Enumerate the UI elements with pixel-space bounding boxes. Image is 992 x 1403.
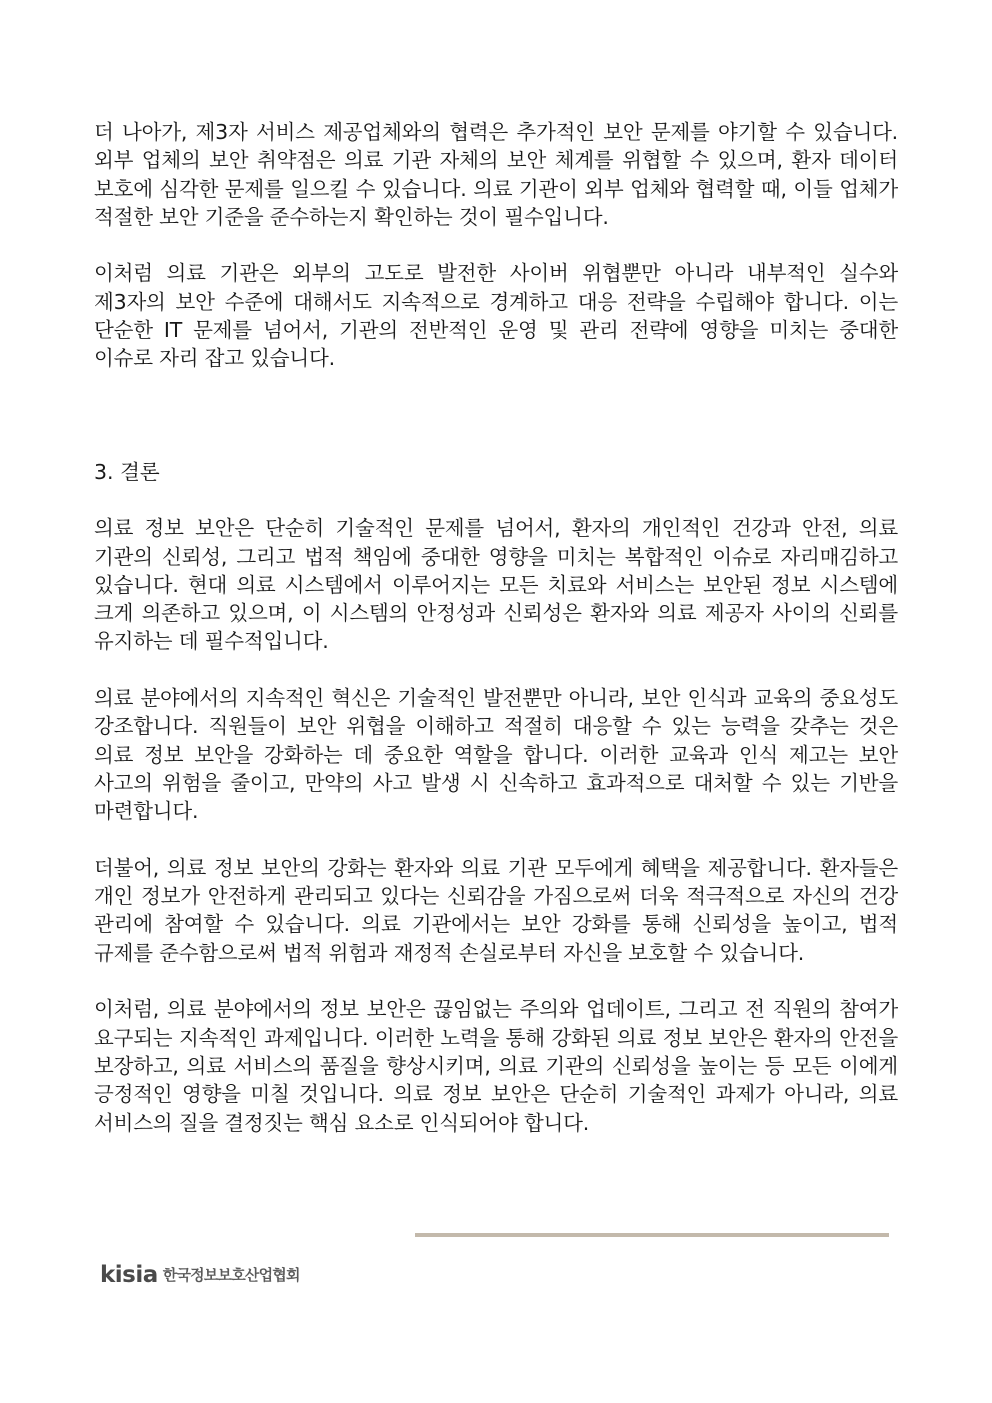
paragraph-conclusion-3: 더불어, 의료 정보 보안의 강화는 환자와 의료 기관 모두에게 혜택을 제공합니다. 환자들은 개인 정보가 안전하게 관리되고 있다는 신뢰감을 가짐으로써 더욱 적극적으로 자신의 건강 관리에 참여할 수 있습니다. 의료 기관에서는 보안 강화를 통해 신뢰성을 높이고, 법적 규제를 준수함으로써 법적 위험과 재정적 손실로부터 자신을 보호할 수 있습니다. <box>94 855 898 965</box>
paragraph-gap <box>94 486 898 514</box>
paragraph-gap <box>94 826 898 854</box>
footer-divider <box>415 1233 889 1237</box>
paragraph-gap <box>94 231 898 259</box>
kisia-logo <box>100 1263 300 1287</box>
paragraph-gap <box>94 656 898 684</box>
logo-organization-name: 한국정보보호산업협회 <box>162 1266 300 1284</box>
paragraph-conclusion-2: 의료 분야에서의 지속적인 혁신은 기술적인 발전뿐만 아니라, 보안 인식과 교육의 중요성도 강조합니다. 직원들이 보안 위협을 이해하고 적절히 대응할 수 있는 능력을 갖추는 것은 의료 정보 보안을 강화하는 데 중요한 역할을 합니다. 이러한 교육과 인식 제고는 보안 사고의 위험을 줄이고, 만약의 사고 발생 시 신속하고 효과적으로 대처할 수 있는 기반을 마련합니다. <box>94 686 898 824</box>
paragraph-conclusion-4: 이처럼, 의료 분야에서의 정보 보안은 끊임없는 주의와 업데이트, 그리고 전 직원의 참여가 요구되는 지속적인 과제입니다. 이러한 노력을 통해 강화된 의료 정보 보안은 환자의 안전을 보장하고, 의료 서비스의 품질을 향상시키며, 의료 기관의 신뢰성을 높이는 등 모든 이에게 긍정적인 영향을 미칠 것입니다. 의료 정보 보안은 단순히 기술적인 과제가 아니라, 의료 서비스의 질을 결정짓는 핵심 요소로 인식되어야 합니다. <box>94 997 898 1135</box>
section-heading-conclusion: 3. 결론 <box>94 459 160 484</box>
section-gap <box>94 373 898 458</box>
paragraph-summary-threats: 이처럼 의료 기관은 외부의 고도로 발전한 사이버 위협뿐만 아니라 내부적인 실수와 제3자의 보안 수준에 대해서도 지속적으로 경계하고 대응 전략을 수립해야 합니다. 이는 단순한 IT 문제를 넘어서, 기관의 전반적인 운영 및 관리 전략에 영향을 미치는 중대한 이슈로 자리 잡고 있습니다. <box>94 261 898 371</box>
paragraph-conclusion-1: 의료 정보 보안은 단순히 기술적인 문제를 넘어서, 환자의 개인적인 건강과 안전, 의료 기관의 신뢰성, 그리고 법적 책임에 중대한 영향을 미치는 복합적인 이슈로 자리매김하고 있습니다. 현대 의료 시스템에서 이루어지는 모든 치료와 서비스는 보안된 정보 시스템에 크게 의존하고 있으며, 이 시스템의 안정성과 신뢰성은 환자와 의료 제공자 사이의 신뢰를 유지하는 데 필수적입니다. <box>94 516 898 654</box>
paragraph-gap <box>94 967 898 995</box>
paragraph-third-party-risk: 더 나아가, 제3자 서비스 제공업체와의 협력은 추가적인 보안 문제를 야기할 수 있습니다. 외부 업체의 보안 취약점은 의료 기관 자체의 보안 체계를 위협할 수 있으며, 환자 데이터 보호에 심각한 문제를 일으킬 수 있습니다. 의료 기관이 외부 업체와 협력할 때, 이들 업체가 적절한 보안 기준을 준수하는지 확인하는 것이 필수입니다. <box>94 120 898 229</box>
logo-wordmark: kisia <box>100 1262 158 1288</box>
document-body <box>94 118 898 1137</box>
